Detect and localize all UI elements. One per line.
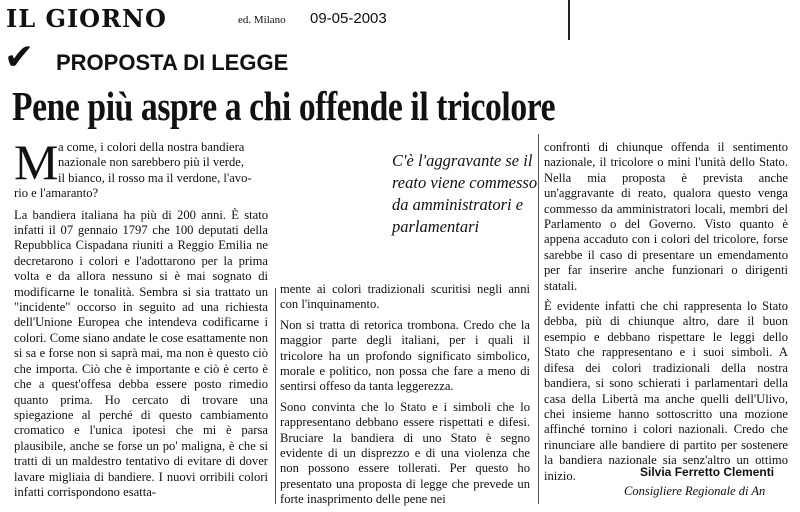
paragraph: confronti di chiunque offenda il sentimento nazionale, il tricolore o mini l'unità dello Stato. Nella mia proposta è prevista anche un'aggravante di reato, qualora questo venga commesso da amministratori locali, membri del Parlamento o del Governo. Visto quanto è appena accaduto con i colori del tricolore, forse sarebbe il caso di presentare un emendamento per far inserire anche funzionari o dirigenti statali. [544,140,788,293]
column-rule [538,134,539,504]
drop-cap: M [14,134,59,190]
paragraph: mente ai colori tradizionali scuritisi negli anni con l'inquinamento. [280,282,530,312]
paragraph: È evidente infatti che chi rappresenta lo Stato debba, più di chiunque altro, dare il buon esempio e debbano rispettare le leggi dello Stato che rappresentano e i suoi simboli. A difesa dei colori tradizionali della nostra bandiera, si sono schierati i parlamentari della casa della Libertà ma anche quelli dell'Ulivo, chei insieme hanno sottoscritto una mozione affinché tornino i colori nazionali. Credo che rinunciare alle bandiere di partito per sostenere la bandiera nazionale sia senz'altro un ottimo inizio. [544,299,788,483]
paragraph: Non si tratta di retorica trombona. Credo che la maggior parte degli italiani, per i quali il tricolore ha un profondo significato simbolico, morale e politico, non possa che fare a meno di sentirsi offeso da tanta leggerezza. [280,317,530,394]
pull-quote: C'è l'aggravante se il reato viene commesso da amministratori e parlamentari [392,151,538,236]
kicker-label: PROPOSTA DI LEGGE [56,50,289,75]
column-2 [280,282,530,508]
paragraph: La bandiera italiana ha più di 200 anni. È stato infatti il 07 gennaio 1797 che 100 deputati della Repubblica Cispadana riuniti a Reggio Emilia ne decretarono i colori e l'adottarono per la prima volta e da allora nessuno si è mai sognato di modificarne le tonalità. Sembra si sia trattato un "incidente" occorso in seguito ad una richiesta dell'Unione Europea che intendeva codificarne i colori. Come siano andate le cose esattamente non si sa e forse non si saprà mai, ma non è questo ciò che importa. Ciò che è importante e ciò è certo è che a quest'offesa debba essere posto rimedio quanto prima. Ho cercato di trovare una spiegazione al perché di questo cambiamento cromatico e l'unica ipotesi che mi è parsa plausibile, anche se forse un po' maligna, è che si tratti di un maldestro tentativo di evitare di dover lavare migliaia di bandiere. I nuovi orribili colori infatti corrispondono esatta- [14,207,268,499]
lead-line: a come, i colori della nostra bandiera [58,140,245,154]
header-divider [568,0,570,40]
column-rule [275,288,276,504]
author-role: Consigliere Regionale di An [624,484,766,498]
headline: Pene più aspre a chi offende il tricolore [12,83,556,129]
edition-label: ed. Milano [238,14,286,26]
paragraph: Sono convinta che lo Stato e i simboli che lo rappresentano debbano essere rispettati e difesi. Bruciare la bandiera di uno Stato è segno evidente di un disprezzo e di una violenza che non possono essere tollerati. Per questo ho presentato una proposta di legge che prevede un forte inasprimento delle pene nei [280,399,530,507]
column-3 [544,140,788,484]
lead-line: nazionale non sarebbero più il verde, [58,155,245,170]
author-name: Silvia Ferretto Clementi [640,465,775,479]
checkmark-icon: ✔ [4,37,35,78]
lead-line: il bianco, il rosso ma il verdone, l'avo- [58,170,252,185]
column-1 [14,134,268,500]
newspaper-name: IL GIORNO [6,4,167,33]
lead-line: rio e l'amaranto? [14,186,99,201]
publication-date: 09-05-2003 [310,10,387,27]
